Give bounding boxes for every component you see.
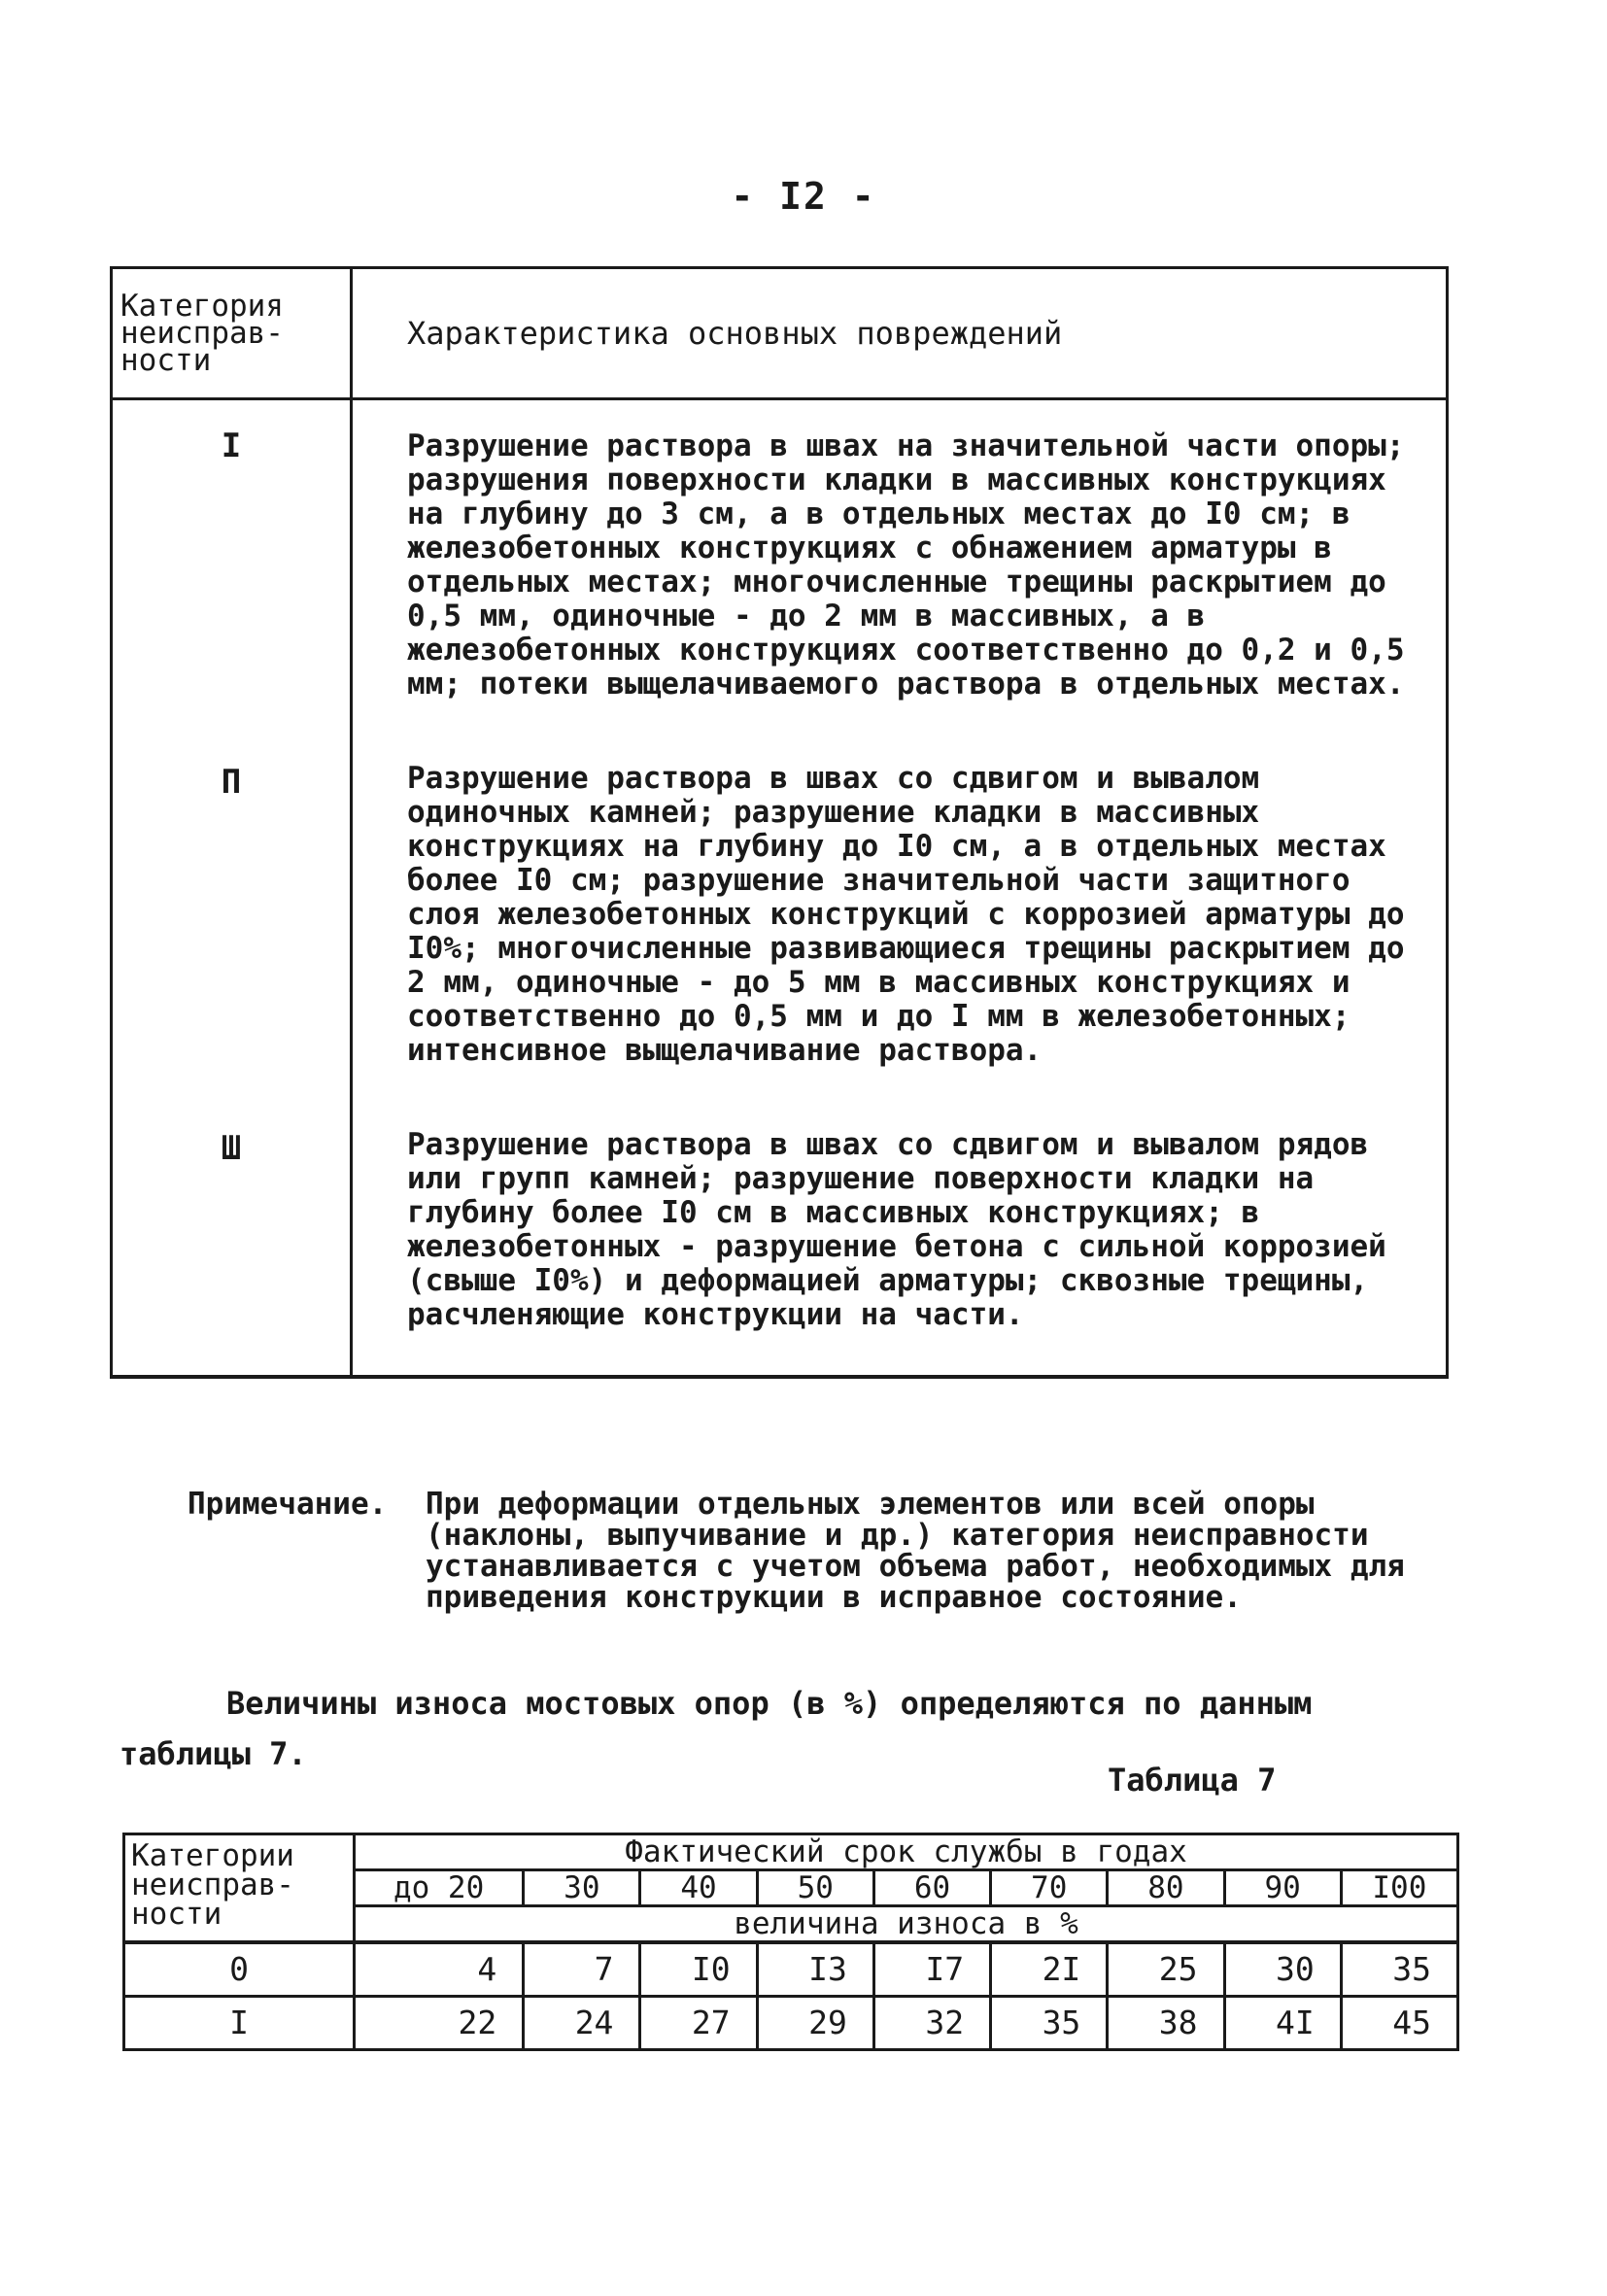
table-row [112,1107,1448,1377]
note-text: При деформации отдельных элементов или всей опоры (наклоны, выпучивание и др.) категория неисправности устанавливается с учетом объема работ, необходимых для приведения конструкции в исправное состояние. [426,1487,1405,1615]
value-cell: 29 [757,1997,873,2050]
table-header-row [124,1834,1458,1870]
value-cell: 27 [640,1997,757,2050]
year-cell: 80 [1108,1870,1224,1906]
description-cell: Разрушение раствора в швах на значительной части опоры; разрушения поверхности кладки в массивных конструкциях на глубину до 3 см, а в отдельных местах до I0 см; в железобетонных конструкциях с обнажением арматуры в отдельных местах; многочисленные трещины раскрытием до 0,5 мм, одиночные - до 2 мм в массивных, а в железобетонных конструкциях соответственно до 0,2 и 0,5 мм; потеки выщелачиваемого раствора в отдельных местах. [352,399,1448,741]
value-cell: 7 [524,1942,640,1997]
description-cell: Разрушение раствора в швах со сдвигом и вывалом одиночных камней; разрушение кладки в массивных конструкциях на глубину до I0 см, а в отдельных местах более I0 см; разрушение значительной части защитного слоя железобетонных конструкций с коррозией арматуры до I0%; многочисленные развивающиеся трещины раскрытием до 2 мм, одиночные - до 5 мм в массивных конструкциях и соответственно до 0,5 мм и до I мм в железобетонных; интенсивное выщелачивание раствора. [352,740,1448,1107]
header-characteristic: Характеристика основных повреждений [352,268,1448,399]
table-caption: Таблица 7 [1108,1762,1277,1799]
note-label: Примечание. [188,1487,388,1522]
value-cell: 24 [524,1997,640,2050]
value-cell: 35 [991,1997,1108,2050]
note [188,1489,1451,1613]
value-cell: 2I [991,1942,1108,1997]
header-wear: величина износа в % [355,1906,1458,1943]
header-category: Категории неисправ- ности [124,1834,355,1943]
year-cell: 40 [640,1870,757,1906]
category-cell: Ш [112,1107,352,1377]
year-cell: I00 [1341,1870,1457,1906]
value-cell: 25 [1108,1942,1224,1997]
year-cell: до 20 [355,1870,524,1906]
value-cell: 32 [873,1997,990,2050]
header-category: Категория неисправ- ности [112,268,352,399]
value-cell: 35 [1341,1942,1457,1997]
value-cell: 45 [1341,1997,1457,2050]
value-cell: 4I [1224,1997,1341,2050]
category-cell: П [112,740,352,1107]
year-cell: 90 [1224,1870,1341,1906]
wear-table [122,1833,1459,2051]
value-cell: I3 [757,1942,873,1997]
value-cell: 30 [1224,1942,1341,1997]
value-cell: 38 [1108,1997,1224,2050]
value-cell: 22 [355,1997,524,2050]
year-cell: 70 [991,1870,1108,1906]
table-row [112,740,1448,1107]
category-cell: I [124,1997,355,2050]
table-row [124,1942,1458,1997]
body-paragraph: Величины износа мостовых опор (в %) определяются по данным таблицы 7. [120,1685,1313,1772]
category-cell: I [112,399,352,741]
damage-category-table [110,266,1449,1379]
page-number: - I2 - [731,175,876,218]
value-cell: 4 [355,1942,524,1997]
table-header-row [112,268,1448,399]
value-cell: I0 [640,1942,757,1997]
header-service-life: Фактический срок службы в годах [355,1834,1458,1870]
table-row [124,1997,1458,2050]
description-cell: Разрушение раствора в швах со сдвигом и вывалом рядов или групп камней; разрушение поверхности кладки на глубину более I0 см в массивных конструкциях; в железобетонных - разрушение бетона с сильной коррозией (свыше I0%) и деформацией арматуры; сквозные трещины, расчленяющие конструкции на части. [352,1107,1448,1377]
year-cell: 60 [873,1870,990,1906]
value-cell: I7 [873,1942,990,1997]
category-cell: 0 [124,1942,355,1997]
year-cell: 30 [524,1870,640,1906]
table-row [112,399,1448,741]
year-cell: 50 [757,1870,873,1906]
